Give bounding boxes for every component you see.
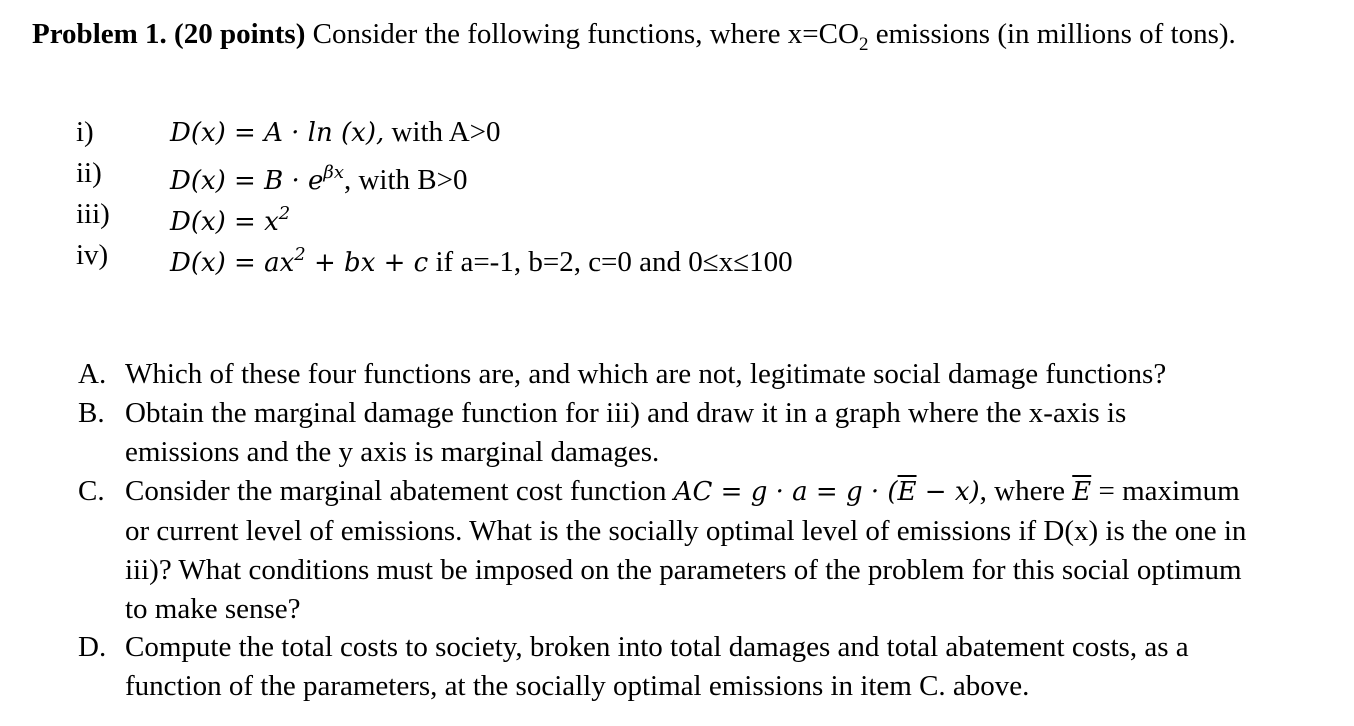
function-formula: D(x) = ax [170,248,295,278]
question-text: Compute the total costs to society, broken into total damages and total abatement costs, as a function of the parameters, at the socially optimal emissions in item C. above. [125,631,1189,702]
function-item-iii [0,194,1354,237]
problem-statement [32,15,1322,64]
abatement-cost-formula-tail: − x) [916,477,980,507]
question-text: Obtain the marginal damage function for iii) and draw it in a graph where the x-axis is emissions and the y axis is marginal damages. [125,397,1127,468]
function-exponent: βx [323,162,344,183]
question-text: Which of these four functions are, and which are not, legitimate social damage functions? [125,358,1167,390]
question-d [78,628,1338,706]
function-item-i [0,112,1354,152]
function-number: ii) [76,157,102,189]
co2-subscript: 2 [858,33,869,55]
question-text: Consider the marginal abatement cost function AC = $g \cdot a = g \cdot (\overline{E} - x)$, where $\overline{E}$ = maximum or current level of emissions. What is the socially optimal level of emissions if D(x) is the one in iii)? What conditions must be imposed on the parameters of the problem for this social optimum to make sense? [125,475,1247,625]
e-bar: $\overline{E}$ [897,477,917,507]
problem-text-before: Consider the following functions, where x=CO [305,18,859,50]
function-formula: D(x) = x [170,207,279,237]
function-condition: , with B>0 [343,164,468,196]
problem-points: (20 points) [174,18,306,50]
function-number: iv) [76,239,109,271]
question-b [78,394,1338,472]
function-formula-tail: + bx + c [305,248,429,278]
function-item-ii [0,153,1354,196]
function-number: i) [76,116,94,148]
question-letter: D. [78,631,107,663]
function-condition: if a=-1, b=2, c=0 and 0≤x≤100 [428,246,793,278]
question-letter: A. [78,358,107,390]
question-letter: C. [78,475,105,507]
question-c [78,472,1338,629]
function-exponent: 2 [294,244,306,265]
function-formula: D(x) = A · ln (x), [170,118,385,148]
problem-label: Problem 1. [32,18,167,50]
question-letter: B. [78,397,105,429]
abatement-cost-formula: AC = g · a = g · ( [673,477,898,507]
function-item-iv [0,235,1354,278]
function-formula: D(x) = B · e [170,166,324,196]
function-number: iii) [76,198,110,230]
question-a [78,355,1338,394]
problem-text-after: emissions (in millions of tons). [868,18,1236,50]
function-exponent: 2 [278,203,291,224]
e-bar-definition: $\overline{E}$ [1072,477,1092,507]
function-condition: with A>0 [384,116,501,148]
